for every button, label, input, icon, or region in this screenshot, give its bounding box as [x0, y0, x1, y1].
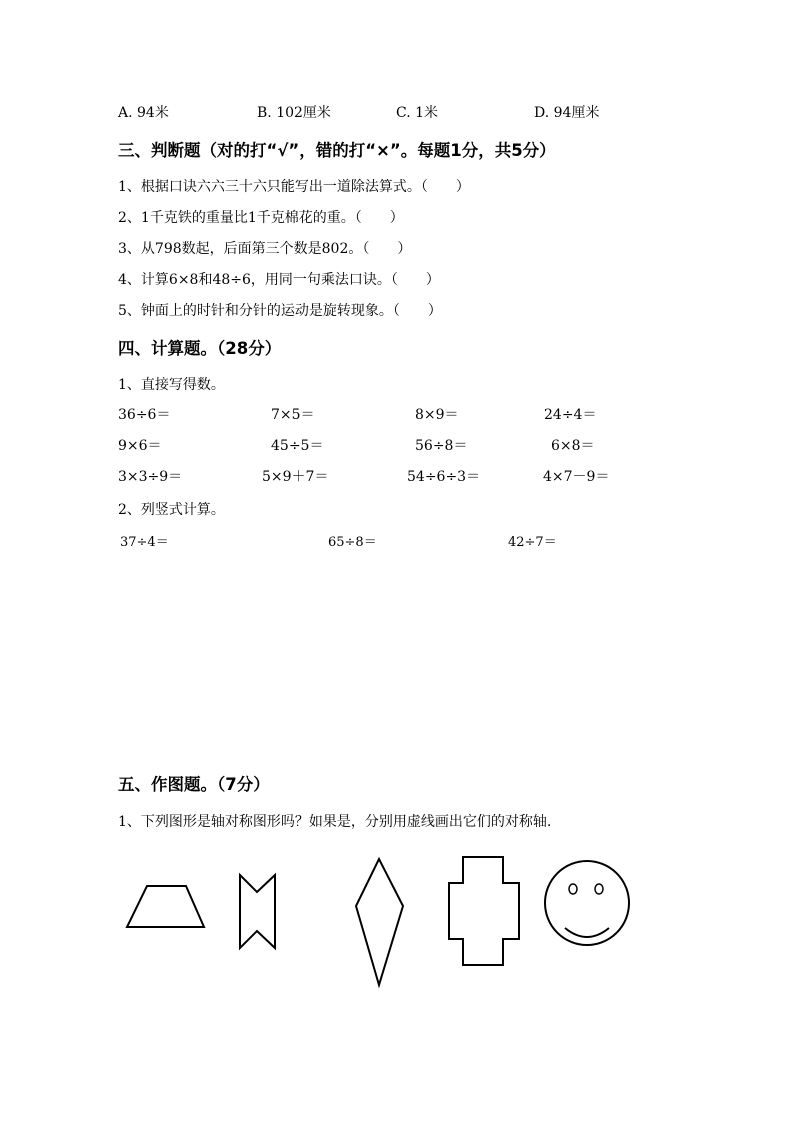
- smiley-eye-left: [569, 884, 577, 894]
- choice-d: D. 94厘米: [534, 105, 600, 121]
- section5-title: 五、作图题。（7分）: [118, 775, 270, 794]
- calc-item: 54÷6÷3＝: [407, 469, 481, 485]
- draw-q1-label: 1、下列图形是轴对称图形吗？如果是，分别用虚线画出它们的对称轴.: [118, 814, 552, 830]
- judge-item-4: 4、计算6×8和48÷6，用同一句乘法口诀。（ ）: [118, 272, 440, 288]
- smiley-eye-right: [595, 884, 603, 894]
- calc-item: 8×9＝: [415, 407, 459, 423]
- calc-item: 9×6＝: [118, 438, 162, 454]
- calc-item: 4×7－9＝: [543, 469, 610, 485]
- section3-title: 三、判断题（对的打“√”，错的打“×”。每题1分，共5分）: [118, 141, 556, 160]
- calc-item: 5×9＋7＝: [262, 469, 329, 485]
- calc-item: 36÷6＝: [118, 407, 171, 423]
- calc-item: 45÷5＝: [271, 438, 324, 454]
- rhombus-shape: [356, 859, 403, 985]
- choice-c: C. 1米: [396, 105, 439, 121]
- judge-item-1: 1、根据口诀六六三十六只能写出一道除法算式。（ ）: [118, 179, 470, 195]
- trapezoid-shape: [127, 886, 204, 927]
- calc-item: 24÷4＝: [544, 407, 597, 423]
- vertical-calc-item: 65÷8＝: [328, 535, 377, 550]
- calc-item: 56÷8＝: [415, 438, 468, 454]
- vertical-calc-item: 42÷7＝: [508, 535, 557, 550]
- shapes-figure: [0, 840, 794, 1000]
- calc-item: 3×3÷9＝: [118, 469, 183, 485]
- judge-item-5: 5、钟面上的时针和分针的运动是旋转现象。（ ）: [118, 303, 442, 319]
- calc-item: 6×8＝: [551, 438, 595, 454]
- smiley-face-shape: [545, 861, 629, 945]
- calc-q2-label: 2、列竖式计算。: [118, 502, 225, 518]
- section4-title: 四、计算题。（28分）: [118, 339, 282, 358]
- bowtie-shape: [240, 875, 275, 948]
- choice-b: B. 102厘米: [257, 105, 331, 121]
- cross-shape: [449, 857, 519, 965]
- choice-a: A. 94米: [118, 105, 169, 121]
- judge-item-2: 2、1千克铁的重量比1千克棉花的重。（ ）: [118, 210, 404, 226]
- calc-item: 7×5＝: [271, 407, 315, 423]
- vertical-calc-item: 37÷4＝: [120, 535, 169, 550]
- judge-item-3: 3、从798数起，后面第三个数是802。（ ）: [118, 241, 412, 257]
- calc-q1-label: 1、直接写得数。: [118, 377, 225, 393]
